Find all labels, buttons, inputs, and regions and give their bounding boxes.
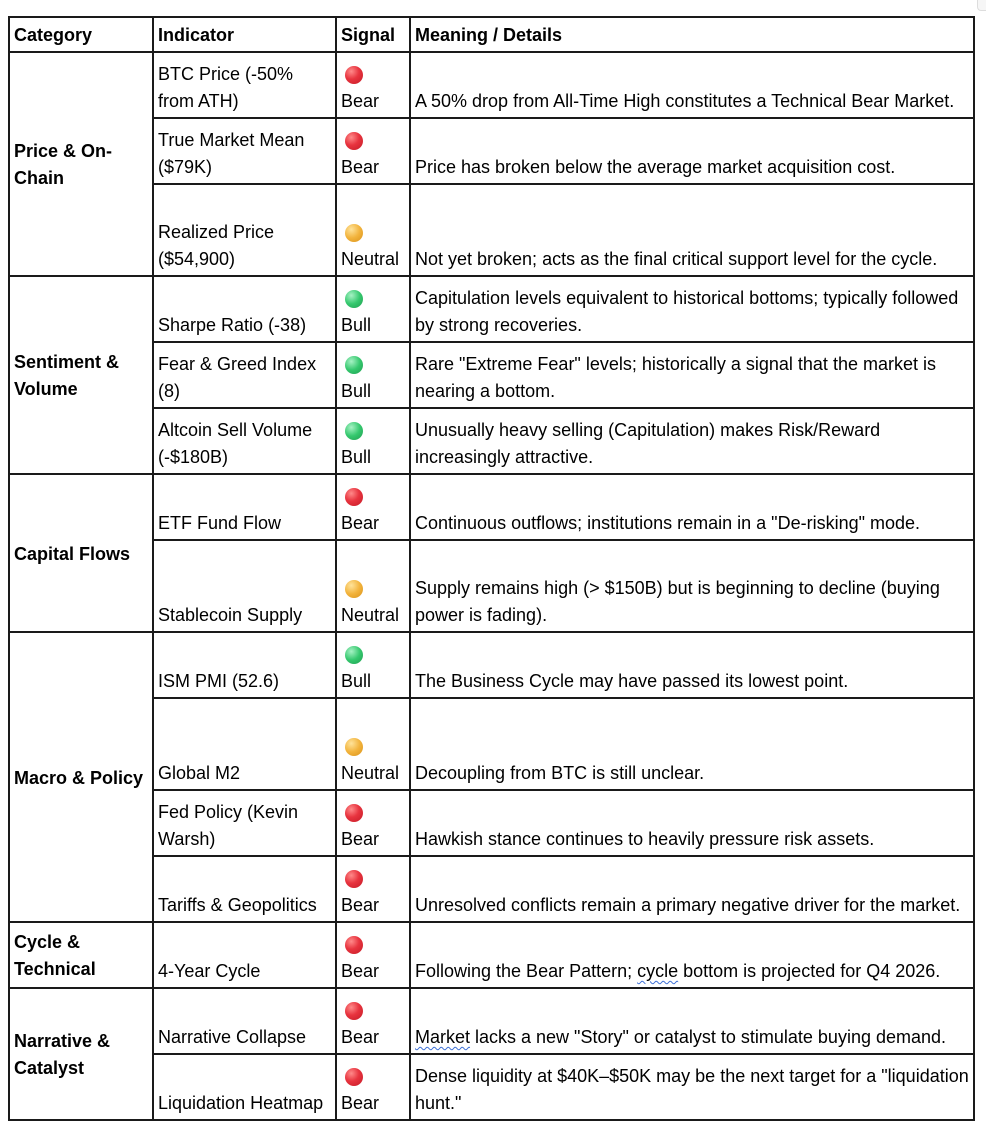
category-sentiment-volume: Sentiment & Volume — [9, 276, 153, 474]
details-cell: Dense liquidity at $40K–$50K may be the next target for a "liquidation hunt." — [410, 1054, 974, 1120]
table-row — [9, 118, 974, 184]
signal-label: Neutral — [341, 605, 400, 625]
details-cell: Price has broken below the average market acquisition cost. — [410, 118, 974, 184]
yellow-circle-icon — [345, 224, 363, 242]
indicator-cell: Tariffs & Geopolitics — [153, 856, 336, 922]
details-text: bottom is projected for Q4 2026. — [678, 961, 941, 981]
signal-label: Bull — [341, 315, 372, 335]
spellcheck-marked-word[interactable]: cycle — [637, 961, 679, 981]
signal-cell — [336, 474, 410, 540]
category-cycle-technical: Cycle & Technical — [9, 922, 153, 988]
spellcheck-marked-word[interactable]: Market — [415, 1027, 471, 1047]
details-text: Following the Bear Pattern; — [415, 961, 638, 981]
signal-cell — [336, 790, 410, 856]
red-circle-icon — [345, 66, 363, 84]
signal-cell — [336, 540, 410, 632]
signal-cell — [336, 184, 410, 276]
details-cell: Not yet broken; acts as the final critical support level for the cycle. — [410, 184, 974, 276]
indicator-cell: Liquidation Heatmap — [153, 1054, 336, 1120]
signal-label: Bull — [341, 381, 372, 401]
table-row — [9, 408, 974, 474]
signal-cell — [336, 52, 410, 118]
indicator-cell: Stablecoin Supply — [153, 540, 336, 632]
signal-label: Neutral — [341, 763, 400, 783]
signal-cell — [336, 922, 410, 988]
signal-label: Neutral — [341, 249, 400, 269]
signal-cell — [336, 988, 410, 1054]
indicator-cell: Realized Price ($54,900) — [153, 184, 336, 276]
green-circle-icon — [345, 356, 363, 374]
table-row — [9, 856, 974, 922]
signal-label: Bear — [341, 513, 380, 533]
signal-label: Bear — [341, 895, 380, 915]
signal-label: Bear — [341, 961, 380, 981]
details-cell: Hawkish stance continues to heavily pressure risk assets. — [410, 790, 974, 856]
red-circle-icon — [345, 936, 363, 954]
red-circle-icon — [345, 804, 363, 822]
market-signals-table — [8, 16, 975, 1121]
signal-label: Bear — [341, 1027, 380, 1047]
details-cell: Continuous outflows; institutions remain in a "De-risking" mode. — [410, 474, 974, 540]
indicator-cell: 4-Year Cycle — [153, 922, 336, 988]
signal-cell — [336, 632, 410, 698]
red-circle-icon — [345, 1068, 363, 1086]
indicator-cell: BTC Price (-50% from ATH) — [153, 52, 336, 118]
signal-cell — [336, 276, 410, 342]
yellow-circle-icon — [345, 580, 363, 598]
signal-cell — [336, 1054, 410, 1120]
indicator-cell: Narrative Collapse — [153, 988, 336, 1054]
category-narrative-catalyst: Narrative & Catalyst — [9, 988, 153, 1120]
signal-label: Bear — [341, 829, 380, 849]
signal-cell — [336, 342, 410, 408]
details-cell — [410, 988, 974, 1054]
table-row — [9, 184, 974, 276]
signal-label: Bear — [341, 1093, 380, 1113]
yellow-circle-icon — [345, 738, 363, 756]
header-indicator: Indicator — [153, 17, 336, 52]
signal-label: Bull — [341, 671, 372, 691]
signal-cell — [336, 856, 410, 922]
table-row — [9, 632, 974, 698]
header-details: Meaning / Details — [410, 17, 974, 52]
table-row — [9, 988, 974, 1054]
details-cell: Rare "Extreme Fear" levels; historically a signal that the market is nearing a bottom. — [410, 342, 974, 408]
indicator-cell: Global M2 — [153, 698, 336, 790]
signal-cell — [336, 408, 410, 474]
green-circle-icon — [345, 646, 363, 664]
indicator-cell: Altcoin Sell Volume (-$180B) — [153, 408, 336, 474]
indicator-cell: ISM PMI (52.6) — [153, 632, 336, 698]
details-cell — [410, 922, 974, 988]
signal-cell — [336, 698, 410, 790]
header-signal: Signal — [336, 17, 410, 52]
signal-cell — [336, 118, 410, 184]
header-category: Category — [9, 17, 153, 52]
indicator-cell: Fear & Greed Index (8) — [153, 342, 336, 408]
table-row — [9, 790, 974, 856]
category-price-on-chain: Price & On-Chain — [9, 52, 153, 276]
red-circle-icon — [345, 1002, 363, 1020]
table-row — [9, 922, 974, 988]
details-text: lacks a new "Story" or catalyst to stimulate buying demand. — [470, 1027, 947, 1047]
red-circle-icon — [345, 132, 363, 150]
table-row — [9, 540, 974, 632]
green-circle-icon — [345, 422, 363, 440]
table-row — [9, 342, 974, 408]
signal-label: Bear — [341, 157, 380, 177]
details-cell: Unusually heavy selling (Capitulation) makes Risk/Reward increasingly attractive. — [410, 408, 974, 474]
table-row — [9, 1054, 974, 1120]
table-row — [9, 276, 974, 342]
indicator-cell: Sharpe Ratio (-38) — [153, 276, 336, 342]
green-circle-icon — [345, 290, 363, 308]
signal-label: Bull — [341, 447, 372, 467]
red-circle-icon — [345, 870, 363, 888]
table-row — [9, 698, 974, 790]
scrollbar-corner[interactable] — [977, 0, 986, 11]
details-cell: A 50% drop from All-Time High constitutes a Technical Bear Market. — [410, 52, 974, 118]
details-cell: Unresolved conflicts remain a primary negative driver for the market. — [410, 856, 974, 922]
details-cell: Decoupling from BTC is still unclear. — [410, 698, 974, 790]
details-cell: Supply remains high (> $150B) but is beginning to decline (buying power is fading). — [410, 540, 974, 632]
red-circle-icon — [345, 488, 363, 506]
details-cell: The Business Cycle may have passed its lowest point. — [410, 632, 974, 698]
indicator-cell: True Market Mean ($79K) — [153, 118, 336, 184]
details-cell: Capitulation levels equivalent to historical bottoms; typically followed by strong recoveries. — [410, 276, 974, 342]
category-macro-policy: Macro & Policy — [9, 632, 153, 922]
table-row — [9, 52, 974, 118]
indicator-cell: ETF Fund Flow — [153, 474, 336, 540]
table-row — [9, 474, 974, 540]
indicator-cell: Fed Policy (Kevin Warsh) — [153, 790, 336, 856]
table-header-row — [9, 17, 974, 52]
category-capital-flows: Capital Flows — [9, 474, 153, 632]
signal-label: Bear — [341, 91, 380, 111]
